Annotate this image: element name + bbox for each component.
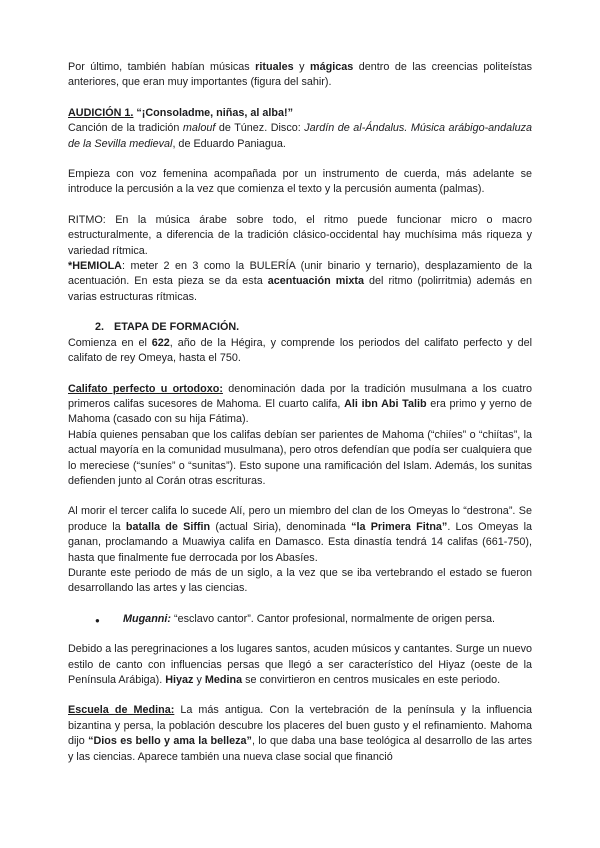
text-segment: Empieza con voz femenina acompañada por un instrumento de cuerda, más adelante se introduce la percusión a la vez que comienza el texto y la percusión aumenta (palmas). — [68, 168, 532, 196]
document-body — [68, 60, 532, 765]
text-segment: acentuación mixta — [267, 275, 364, 288]
text-segment: Comienza en el — [68, 336, 152, 349]
text-segment: , lo que daba una base teológica al desarrollo de las artes y las ciencias. Aparece también una nueva clase social que financió — [68, 735, 532, 763]
paragraph — [68, 336, 532, 367]
text-segment: Medina — [204, 674, 243, 686]
text-segment: mágicas — [310, 61, 354, 73]
text-segment: ETAPA DE FORMACIÓN. — [114, 321, 240, 334]
text-segment: Debido a las peregrinaciones a los lugares santos, acuden músicos y cantantes. Surge un nuevo estilo de canto con influencias persas que llegó a ser característico del Hiyaz (oeste de la Península Arábiga). — [68, 643, 532, 686]
heading-number: 2. — [95, 321, 105, 334]
text-segment: Muganni: — [123, 612, 171, 625]
text-segment: y — [193, 674, 205, 686]
text-segment: “esclavo cantor”. Cantor profesional, normalmente de origen persa. — [170, 612, 496, 625]
text-segment: Por último, también habían músicas — [68, 61, 256, 73]
paragraph — [68, 121, 532, 152]
text-segment: era primo y yerno de Mahoma (casado con su hija Fátima). — [68, 397, 533, 426]
paragraph — [68, 382, 532, 428]
text-segment: (actual Siria), denominada — [210, 520, 352, 533]
text-segment: rituales — [255, 61, 294, 73]
text-segment: RITMO: En la música árabe sobre todo, el ritmo puede funcionar micro o macro estructuralmente, a diferencia de la tradición clásico-occidental hay muchísima más riqueza y variedad rítmica. — [68, 213, 532, 257]
heading — [68, 106, 532, 121]
bullet-icon: ● — [95, 615, 100, 625]
paragraph — [68, 259, 532, 305]
paragraph — [68, 213, 532, 259]
text-segment: batalla de Siffin — [125, 520, 211, 533]
text-segment: La más antigua. Con la vertebración de la península y la influencia bizantina y persa, la población descubre los placeres del buen gusto y el refinamiento. Mahoma dijo — [68, 704, 532, 748]
text-segment: “¡Consoladme, niñas, al alba!” — [136, 106, 293, 119]
text-segment: Durante este periodo de más de un siglo, a la vez que se iba vertebrando el estado se fueron desarrollando las artes y las ciencias. — [68, 566, 532, 595]
text-segment: “Dios es bello y ama la belleza” — [88, 735, 252, 748]
text-segment: “la Primera Fitna” — [351, 520, 448, 533]
text-segment: dentro de las creencias politeístas anteriores, que eran muy importantes (figura del sahir). — [68, 61, 532, 89]
text-segment: del ritmo (polirritmia) además en varias estructuras rítmicas. — [68, 275, 532, 303]
text-segment: Canción de la tradición — [68, 122, 183, 135]
text-segment: 622 — [151, 336, 170, 349]
text-segment: denominación dada por la tradición musulmana a los cuatro primeros califas sucesores de Mahoma. El cuarto califa, — [68, 382, 532, 410]
text-segment: Califato perfecto u ortodoxo: — [68, 382, 223, 395]
text-segment: . Los Omeyas la ganan, proclamando a Muawiya califa en Damasco. Esta dinastía tendrá 14 califas (661-750), hasta que finalmente fue derrocada por los Abasíes. — [68, 520, 533, 564]
text-segment: Escuela de Medina: — [68, 704, 175, 717]
bullet-item — [68, 612, 532, 627]
text-segment: se convirtieron en centros musicales en este periodo. — [242, 674, 501, 686]
paragraph — [68, 167, 532, 198]
text-segment: *HEMIOLA — [68, 260, 122, 273]
text-segment: AUDICIÓN 1. — [68, 106, 134, 119]
text-segment: Hiyaz — [165, 674, 194, 686]
paragraph — [68, 428, 532, 490]
text-segment: , año de la Hégira, y comprende los periodos del califato perfecto y del califato de rey Omeya, hasta el 750. — [68, 336, 532, 365]
heading — [68, 320, 532, 335]
paragraph — [68, 60, 532, 91]
paragraph — [68, 504, 532, 566]
text-segment: Jardín de al-Ándalus. Música arábigo-andaluza de la Sevilla medieval — [68, 122, 532, 150]
text-segment: y — [293, 61, 310, 73]
text-segment: , de Eduardo Paniagua. — [172, 137, 286, 150]
paragraph — [68, 642, 532, 688]
text-segment: : meter 2 en 3 como la BULERÍA (unir binario y ternario), desplazamiento de la acentuación. En esta pieza se da esta — [68, 260, 532, 288]
paragraph — [68, 703, 532, 765]
text-segment: Había quienes pensaban que los califas debían ser parientes de Mahoma (“chiíes” o “chiítas”, la actual mayoría en la comunidad musulmana), pero otros defendían que podía ser cualquiera que lo mereciese (“suníes” o “sunitas”). Esto supone una ramificación del Islam. Además, los sunitas defienden junto al Corán otras escrituras. — [68, 428, 532, 487]
text-segment: Al morir el tercer califa lo sucede Alí, pero un miembro del clan de los Omeyas lo “destrona”. Se produce la — [68, 505, 532, 533]
text-segment: de Túnez. Disco: — [215, 122, 305, 135]
text-segment: malouf — [182, 122, 216, 135]
paragraph — [68, 566, 532, 597]
text-segment: Ali ibn Abi Talib — [344, 397, 427, 410]
